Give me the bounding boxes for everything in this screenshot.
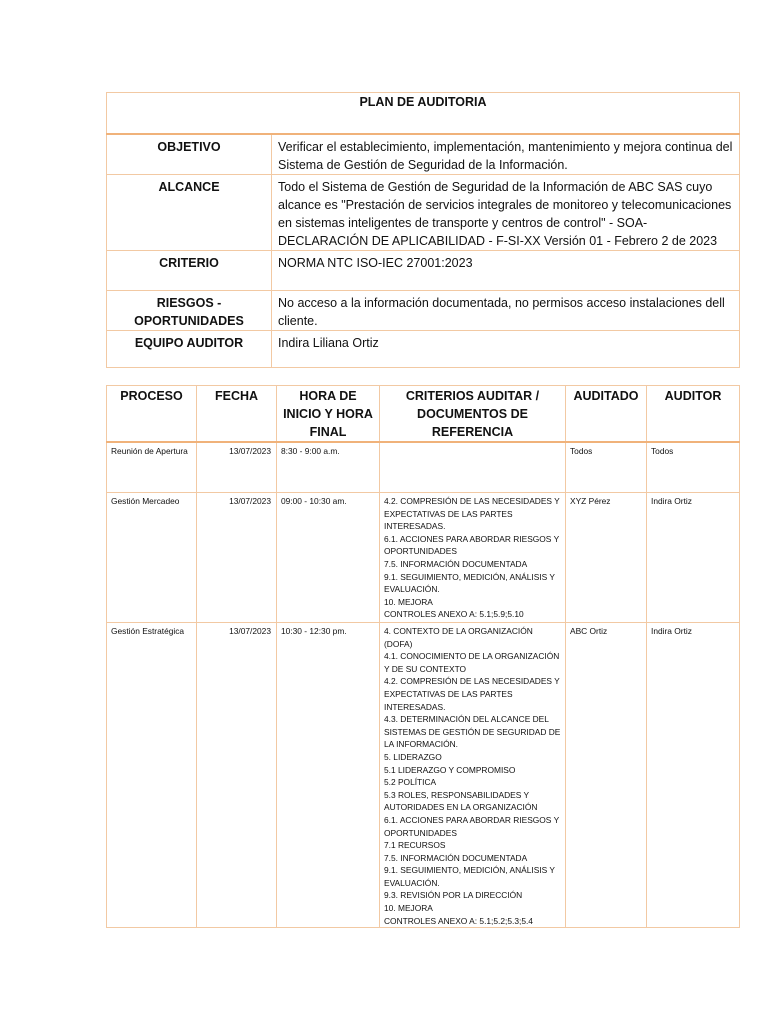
cell-hora: 10:30 - 12:30 pm.: [277, 623, 380, 928]
plan-label-criterio: CRITERIO: [107, 251, 272, 291]
cell-hora: 09:00 - 10:30 am.: [277, 493, 380, 623]
plan-value-equipo-auditor: Indira Liliana Ortiz: [272, 331, 740, 368]
header-auditado: AUDITADO: [566, 386, 647, 443]
cell-criterios: [380, 623, 566, 928]
cell-proceso: Gestión Mercadeo: [107, 493, 197, 623]
criterio-item: 5. LIDERAZGO: [384, 751, 442, 762]
cell-fecha: 13/07/2023: [197, 493, 277, 623]
schedule-header-row: [107, 386, 740, 443]
cell-auditado: XYZ Pérez: [566, 493, 647, 623]
criterio-item: CONTROLES ANEXO A: 5.1;5.2;5.3;5.4: [384, 915, 533, 926]
criterio-item: 5.3 ROLES, RESPONSABILIDADES Y AUTORIDADES EN LA ORGANIZACIÓN: [384, 789, 538, 813]
cell-proceso: Reunión de Apertura: [107, 442, 197, 493]
plan-label-equipo-auditor: EQUIPO AUDITOR: [107, 331, 272, 368]
criterio-item: 7.5. INFORMACIÓN DOCUMENTADA: [384, 852, 528, 863]
header-criterios: CRITERIOS AUDITAR / DOCUMENTOS DE REFERENCIA: [380, 386, 566, 443]
header-hora: HORA DE INICIO Y HORA FINAL: [277, 386, 380, 443]
table-row: [107, 493, 740, 623]
criterio-item: 5.1 LIDERAZGO Y COMPROMISO: [384, 764, 516, 775]
header-auditor: AUDITOR: [647, 386, 740, 443]
plan-value-alcance: Todo el Sistema de Gestión de Seguridad de la Información de ABC SAS cuyo alcance es "Prestación de servicios integrales de monitoreo y telecomunicaciones en sistemas inteligentes de transporte y centros de control" - SOA-DECLARACIÓN DE APLICABILIDAD - F-SI-XX Versión 01 - Febrero 2 de 2023: [272, 175, 740, 251]
criterio-item: 7.1 RECURSOS: [384, 840, 446, 851]
criterio-item: 9.1. SEGUIMIENTO, MEDICIÓN, ANÁLISIS Y EVALUACIÓN.: [384, 865, 555, 888]
plan-row-criterio: [107, 251, 740, 291]
plan-row-alcance: [107, 175, 740, 251]
cell-auditor: Todos: [647, 442, 740, 493]
plan-row-objetivo: [107, 134, 740, 175]
cell-hora: 8:30 - 9:00 a.m.: [277, 442, 380, 493]
audit-schedule-table: [106, 385, 740, 928]
cell-fecha: 13/07/2023: [197, 442, 277, 493]
criterio-item: 9.1. SEGUIMIENTO, MEDICIÓN, ANÁLISIS Y EVALUACIÓN.: [384, 571, 555, 595]
criterio-item: 4. CONTEXTO DE LA ORGANIZACIÓN (DOFA): [384, 626, 533, 649]
cell-proceso: Gestión Estratégica: [107, 623, 197, 928]
header-proceso: PROCESO: [107, 386, 197, 443]
plan-value-criterio: NORMA NTC ISO-IEC 27001:2023: [272, 251, 740, 291]
criterio-item: 5.2 POLÍTICA: [384, 777, 437, 788]
criterio-item: 6.1. ACCIONES PARA ABORDAR RIESGOS Y OPORTUNIDADES: [384, 533, 560, 557]
criterio-item: 4.2. COMPRESIÓN DE LAS NECESIDADES Y EXPECTATIVAS DE LAS PARTES INTERESADAS.: [384, 676, 560, 712]
criterio-item: 10. MEJORA: [384, 596, 433, 607]
cell-auditor: Indira Ortiz: [647, 623, 740, 928]
criterio-item: CONTROLES ANEXO A: 5.1;5.9;5.10: [384, 609, 524, 620]
plan-label-riesgos: RIESGOS - OPORTUNIDADES: [107, 291, 272, 331]
cell-fecha: 13/07/2023: [197, 623, 277, 928]
plan-title: PLAN DE AUDITORIA: [107, 93, 740, 135]
criterio-item: 9.3. REVISIÓN POR LA DIRECCIÓN: [384, 890, 523, 901]
criterio-item: 7.5. INFORMACIÓN DOCUMENTADA: [384, 558, 528, 569]
criterio-item: 6.1. ACCIONES PARA ABORDAR RIESGOS Y OPORTUNIDADES: [384, 814, 560, 838]
header-fecha: FECHA: [197, 386, 277, 443]
cell-criterios: [380, 442, 566, 493]
audit-plan-table: [106, 92, 740, 368]
criterio-item: 4.2. COMPRESIÓN DE LAS NECESIDADES Y EXPECTATIVAS DE LAS PARTES INTERESADAS.: [384, 496, 560, 532]
plan-value-riesgos: No acceso a la información documentada, no permisos acceso instalaciones dell cliente.: [272, 291, 740, 331]
criterio-item: 4.3. DETERMINACIÓN DEL ALCANCE DEL SISTEMAS DE GESTIÓN DE SEGURIDAD DE LA INFORMACIÓN.: [384, 714, 561, 750]
plan-row-equipo-auditor: [107, 331, 740, 368]
criterio-item: 10. MEJORA: [384, 903, 433, 914]
table-row: [107, 442, 740, 493]
plan-value-objetivo: Verificar el establecimiento, implementación, mantenimiento y mejora continua del Sistema de Gestión de Seguridad de la Información.: [272, 134, 740, 175]
plan-label-objetivo: OBJETIVO: [107, 134, 272, 175]
cell-auditado: Todos: [566, 442, 647, 493]
plan-label-alcance: ALCANCE: [107, 175, 272, 251]
cell-auditor: Indira Ortiz: [647, 493, 740, 623]
plan-row-riesgos: [107, 291, 740, 331]
cell-auditado: ABC Ortiz: [566, 623, 647, 928]
criterio-item: 4.1. CONOCIMIENTO DE LA ORGANIZACIÓN Y DE SU CONTEXTO: [384, 651, 560, 674]
table-row: [107, 623, 740, 928]
cell-criterios: [380, 493, 566, 623]
